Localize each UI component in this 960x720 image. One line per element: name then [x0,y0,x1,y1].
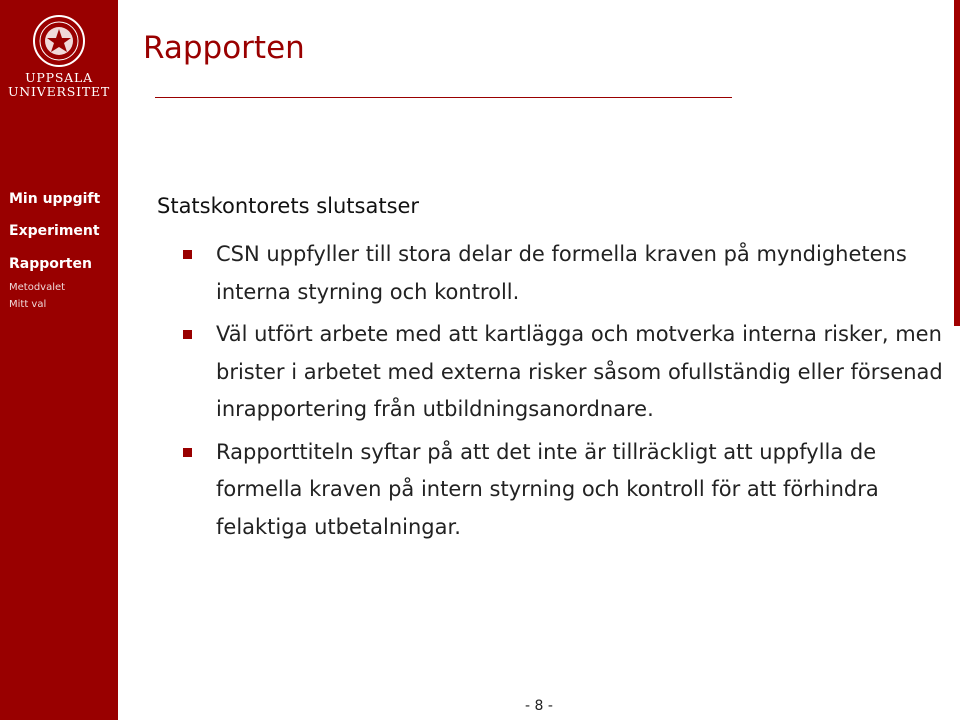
square-bullet-icon [183,250,192,259]
university-name-line1: UPPSALA [25,70,93,85]
bullet-item [183,236,943,311]
bullet-text: CSN uppfyller till stora delar de formella kraven på myndighetens interna styrning och kontroll. [216,242,907,304]
bullet-item [183,434,943,547]
slide-title: Rapporten [143,30,305,66]
page-number: - 8 - [525,698,553,714]
square-bullet-icon [183,330,192,339]
title-divider [155,97,732,98]
bullet-text: Rapporttiteln syftar på att det inte är tillräckligt att uppfylla de formella kraven på intern styrning och kontroll för att förhindra felaktiga utbetalningar. [216,439,879,539]
bullet-list [183,236,943,546]
nav-subitem-mitt-val[interactable]: Mitt val [9,299,47,310]
nav-item-rapporten[interactable]: Rapporten [9,256,92,272]
bullet-text: Väl utfört arbete med att kartlägga och motverka interna risker, men brister i arbetet med externa risker såsom ofullständig eller försenad inrapportering från utbildningsanordnare. [216,322,943,421]
nav-item-min-uppgift[interactable]: Min uppgift [9,191,101,207]
university-name-line2: UNIVERSITET [7,84,111,99]
sidebar [0,0,118,720]
bullet-item [183,316,943,429]
nav-item-experiment[interactable]: Experiment [9,223,100,239]
square-bullet-icon [183,448,192,457]
nav-subitem-metodvalet[interactable]: Metodvalet [9,282,66,293]
scrollbar[interactable] [954,0,960,326]
university-seal-icon [32,14,86,68]
block-title: Statskontorets slutsatser [157,194,420,218]
